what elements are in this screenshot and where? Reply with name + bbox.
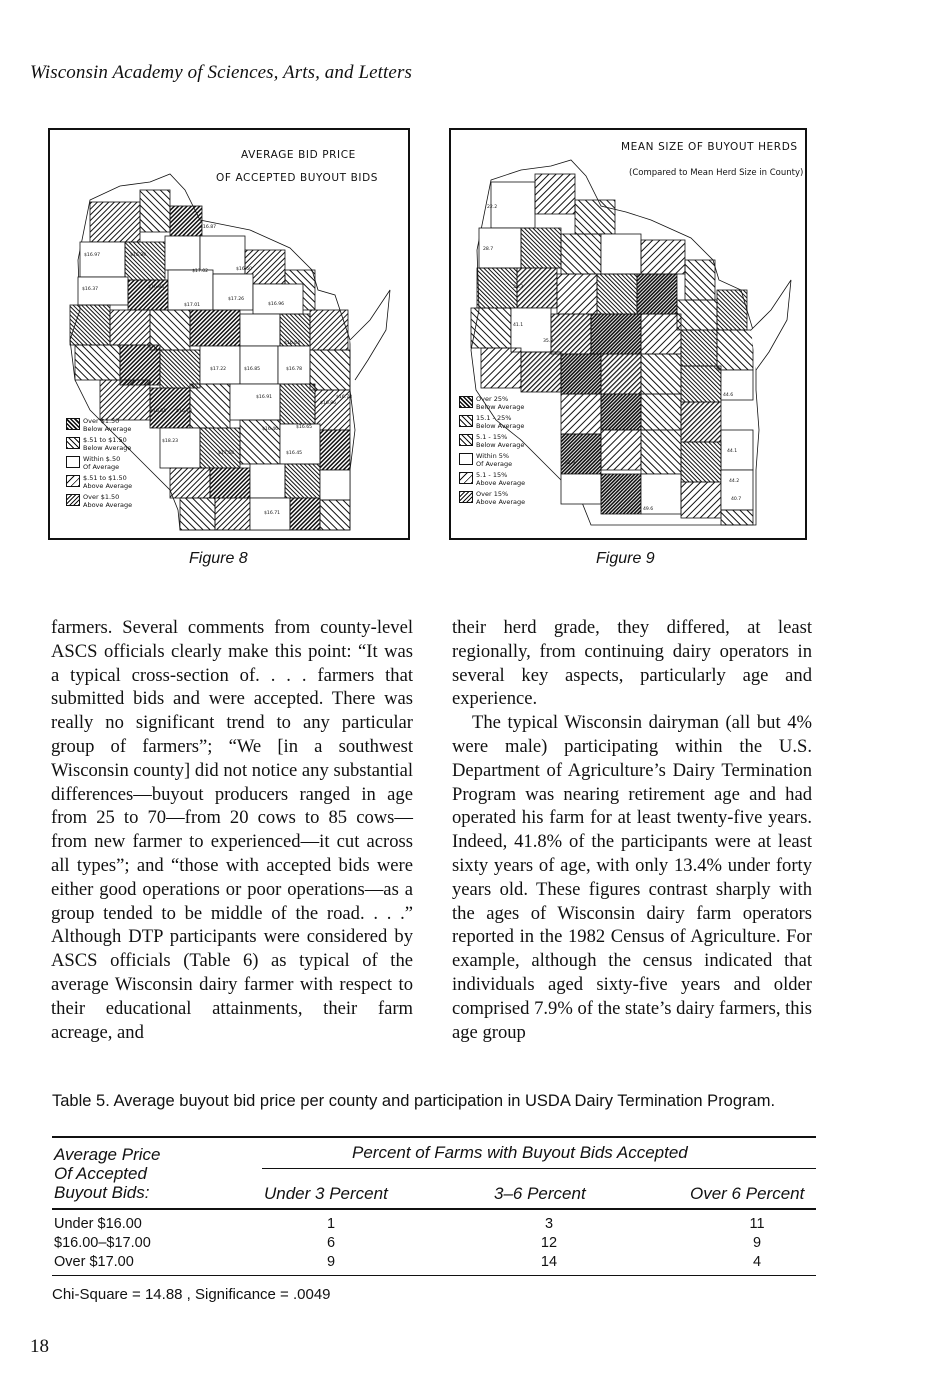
county-value: $18.23 bbox=[162, 439, 179, 444]
body-right-column bbox=[452, 616, 812, 1044]
table-5-caption: Table 5. Average buyout bid price per county and participation in USDA Dairy Termination Program. bbox=[52, 1092, 776, 1110]
table-row-label: Over $17.00 bbox=[54, 1254, 134, 1270]
figure-9-title: MEAN SIZE OF BUYOUT HERDS bbox=[621, 141, 798, 153]
county-value: 32.9 bbox=[565, 461, 576, 466]
table-row-label: Under $16.00 bbox=[54, 1216, 142, 1232]
legend-item: 5.1 - 15% Above Average bbox=[459, 472, 549, 487]
county-value: $16.91 bbox=[256, 395, 273, 400]
county-value: $16.65 bbox=[296, 425, 313, 430]
county-value: $17.22 bbox=[210, 367, 227, 372]
county-value: 49.6 bbox=[643, 507, 654, 512]
table-column-header: Over 6 Percent bbox=[690, 1184, 805, 1203]
county-value: $16.45 bbox=[286, 451, 303, 456]
table-column-header: 3–6 Percent bbox=[494, 1184, 586, 1203]
table-cell: 9 bbox=[326, 1254, 336, 1270]
table-cell: 6 bbox=[326, 1235, 336, 1251]
table-cell: 3 bbox=[544, 1216, 554, 1232]
county-value: $16.50 bbox=[236, 267, 253, 272]
table-rule bbox=[52, 1136, 816, 1138]
county-value: $16.71 bbox=[264, 511, 281, 516]
county-value: $17.01 bbox=[184, 303, 201, 308]
table-cell: 12 bbox=[540, 1235, 558, 1251]
legend-item: Within $.50 Of Average bbox=[66, 456, 156, 471]
figure-9-subtitle: (Compared to Mean Herd Size in County) bbox=[629, 168, 804, 178]
figure-9-map bbox=[449, 128, 807, 540]
legend-item: $.51 to $1.50 Below Average bbox=[66, 437, 156, 452]
county-value: 40.7 bbox=[731, 497, 742, 502]
county-value: $16.37 bbox=[82, 287, 99, 292]
legend-item: Over 15% Above Average bbox=[459, 491, 549, 506]
figure-9-legend bbox=[459, 396, 549, 510]
county-value: $16.97 bbox=[84, 253, 101, 258]
table-cell: 14 bbox=[540, 1254, 558, 1270]
table-row-label: $16.00–$17.00 bbox=[54, 1235, 151, 1251]
legend-item: 15.1 - 25% Below Average bbox=[459, 415, 549, 430]
table-5-note: Chi-Square = 14.88 , Significance = .0049 bbox=[52, 1286, 331, 1303]
table-rule bbox=[52, 1208, 816, 1210]
paragraph: their herd grade, they differed, at least regionally, from continuing dairy operators in several key aspects, particularly age and experience. bbox=[452, 617, 812, 710]
county-value: $16.78 bbox=[336, 395, 353, 400]
table-rule bbox=[52, 1275, 816, 1276]
county-value: 44.2 bbox=[729, 479, 740, 484]
legend-item: Within 5% Of Average bbox=[459, 453, 549, 468]
county-value: $16.96 bbox=[268, 302, 285, 307]
figure-9-caption: Figure 9 bbox=[596, 550, 655, 567]
county-value: $16.64 bbox=[284, 341, 301, 346]
county-value: $16.86 bbox=[320, 401, 337, 406]
county-value: 35.7 bbox=[543, 339, 554, 344]
table-row-header: Average Price Of Accepted Buyout Bids: bbox=[54, 1145, 161, 1202]
table-cell: 1 bbox=[326, 1216, 336, 1232]
county-value: $16.85 bbox=[244, 367, 261, 372]
county-value: 38.3 bbox=[513, 285, 524, 290]
legend-item: Over $1.50 Above Average bbox=[66, 494, 156, 509]
table-cell: 9 bbox=[752, 1235, 762, 1251]
county-value: $16.54 bbox=[150, 409, 167, 414]
legend-item: Over $1.50 Below Average bbox=[66, 418, 156, 433]
figure-8-caption: Figure 8 bbox=[189, 550, 248, 567]
figure-8-title: AVERAGE BID PRICE OF ACCEPTED BUYOUT BIDS bbox=[216, 149, 379, 184]
legend-item: $.51 to $1.50 Above Average bbox=[66, 475, 156, 490]
county-value: 22.2 bbox=[487, 205, 498, 210]
table-cell: 4 bbox=[752, 1254, 762, 1270]
table-column-header: Under 3 Percent bbox=[264, 1184, 388, 1203]
figure-8-legend bbox=[66, 418, 156, 513]
county-value: $16.83 bbox=[148, 285, 165, 290]
county-value: $17.26 bbox=[228, 297, 245, 302]
figure-8-map bbox=[48, 128, 410, 540]
table-rule bbox=[262, 1168, 816, 1169]
county-value: $16.87 bbox=[200, 225, 217, 230]
paragraph: The typical Wisconsin dairyman (all but 4% were male) participating within the U.S. Department of Agriculture’s Dairy Termination Program was nearing retirement age and had operated his farm for at least twenty-five years. Indeed, 41.8% of the participants were at least sixty years of age, with only 13.4% under forty years old. These figures contrast sharply with the ages of Wisconsin dairy farm operators reported in the 1982 Census of Agriculture. For example, although the census indicated that individuals aged sixty-five years and older comprised 7.9% of the state’s dairy farmers, this age group bbox=[452, 712, 812, 1043]
county-value: $17.58 bbox=[218, 451, 235, 456]
table-cell: 11 bbox=[749, 1216, 765, 1232]
body-left-column bbox=[51, 616, 413, 1044]
county-value: 44.6 bbox=[723, 393, 734, 398]
running-head: Wisconsin Academy of Sciences, Arts, and Letters bbox=[30, 62, 412, 83]
legend-item: 5.1 - 15% Below Average bbox=[459, 434, 549, 449]
paragraph: farmers. Several comments from county-level ASCS officials clearly make this point: “It was a typical cross-section of. . . . farmers that submitted bids and were accepted. There was really no significant trend to any particular group of farmers”; “We [in a southwest Wisconsin county] did not notice any substantial differences—buyout producers ranged in age from 25 to 70—from 20 cows to 85 cows—from new farmer to experienced—it cut across all types”; and “those with accepted bids were either good operations or poor operations—as a group tended to be middle of the road. . . .” Although DTP participants were considered by ASCS officials (Table 6) as typical of the average Wisconsin dairy farmer with respect to their educational attainments, their farm acreage, and bbox=[51, 617, 413, 1043]
county-value: $16.78 bbox=[286, 367, 303, 372]
table-spanner-header: Percent of Farms with Buyout Bids Accepted bbox=[352, 1143, 688, 1162]
county-value: 41.1 bbox=[513, 323, 524, 328]
county-value: $16.39 bbox=[130, 253, 147, 258]
county-value: $16.46 bbox=[262, 427, 279, 432]
legend-item: Over 25% Below Average bbox=[459, 396, 549, 411]
county-value: $17.02 bbox=[192, 269, 209, 274]
county-value: $16.78 bbox=[176, 409, 193, 414]
page-number: 18 bbox=[30, 1336, 49, 1357]
county-value: 28.7 bbox=[483, 247, 494, 252]
county-value: 44.1 bbox=[727, 449, 738, 454]
